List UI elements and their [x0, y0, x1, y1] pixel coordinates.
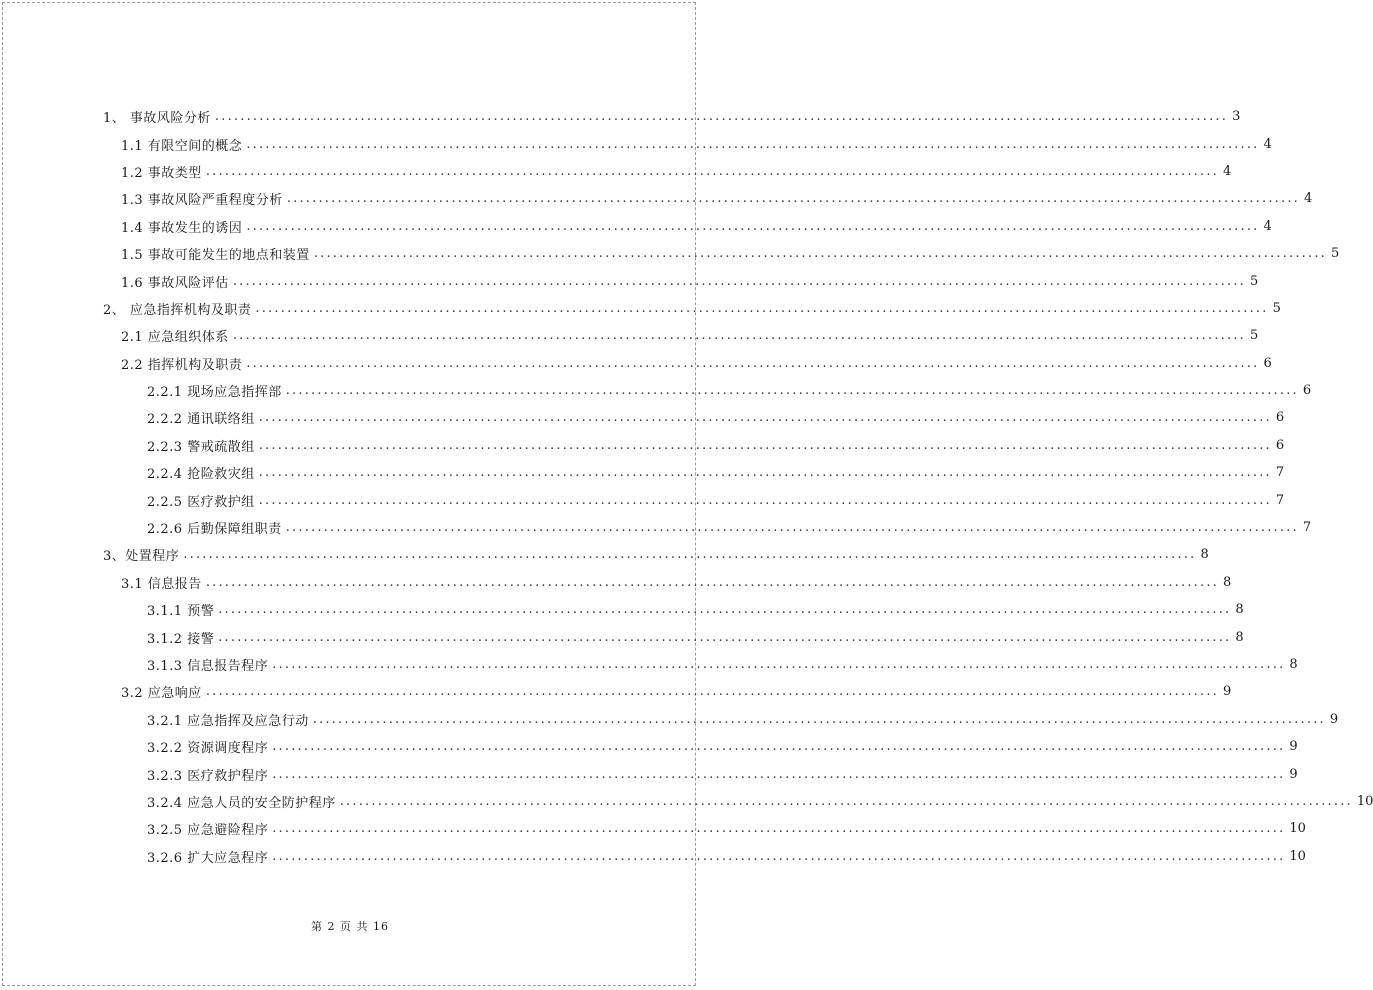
toc-entry-page-number: 6 — [1275, 410, 1285, 426]
toc-entry-page-number: 6 — [1302, 383, 1312, 399]
toc-entry-title: 3.1 信息报告 — [121, 576, 202, 592]
toc-entry-title: 3、处置程序 — [103, 549, 180, 565]
toc-entry-page-number: 4 — [1222, 163, 1232, 179]
toc-dot-leader: ................................................................................................................................................................ — [183, 547, 1197, 563]
toc-entry[interactable] — [0, 843, 1306, 870]
toc-dot-leader: ................................................................................................................................................................ — [246, 218, 1260, 234]
toc-entry-page-number: 8 — [1222, 574, 1232, 590]
toc-dot-leader: ................................................................................................................................................................ — [285, 383, 1299, 399]
toc-entry-page-number: 5 — [1272, 300, 1281, 316]
toc-entry-page-number: 9 — [1289, 766, 1298, 782]
toc-entry-title: 3.2.1 应急指挥及应急行动 — [147, 713, 309, 729]
toc-entry-page-number: 9 — [1289, 739, 1298, 755]
toc-dot-leader: ................................................................................................................................................................ — [214, 109, 1229, 125]
toc-dot-leader: ................................................................................................................................................................ — [339, 793, 1353, 809]
toc-entry-page-number: 4 — [1263, 136, 1272, 152]
toc-entry[interactable] — [0, 733, 1298, 760]
toc-entry-title: 3.1.3 信息报告程序 — [147, 659, 269, 674]
toc-entry-page-number: 10 — [1356, 793, 1373, 809]
toc-entry-title: 1.2 事故类型 — [121, 165, 202, 181]
toc-dot-leader: ................................................................................................................................................................ — [272, 821, 1286, 837]
toc-dot-leader: ................................................................................................................................................................ — [313, 246, 1327, 262]
toc-entry[interactable] — [0, 130, 1272, 157]
toc-entry[interactable] — [0, 404, 1285, 431]
toc-entry-page-number: 8 — [1235, 602, 1244, 618]
toc-dot-leader: ................................................................................................................................................................ — [258, 410, 1272, 426]
toc-entry-page-number: 9 — [1329, 711, 1339, 727]
toc-dot-leader: ................................................................................................................................................................ — [272, 848, 1286, 864]
toc-entry[interactable] — [0, 651, 1298, 678]
toc-entry[interactable] — [0, 486, 1285, 513]
toc-entry-title: 1.1 有限空间的概念 — [121, 138, 243, 154]
toc-entry-page-number: 5 — [1249, 273, 1259, 289]
toc-entry-page-number: 7 — [1275, 465, 1285, 481]
toc-entry[interactable] — [0, 240, 1340, 267]
toc-entry[interactable] — [0, 432, 1285, 459]
toc-entry-page-number: 5 — [1249, 328, 1259, 344]
toc-entry-title: 3.2.4 应急人员的安全防护程序 — [147, 795, 336, 811]
toc-entry-title: 3.2.6 扩大应急程序 — [147, 850, 269, 866]
toc-dot-leader: ................................................................................................................................................................ — [246, 355, 1260, 371]
toc-entry[interactable] — [0, 350, 1272, 377]
toc-dot-leader: ................................................................................................................................................................ — [272, 766, 1286, 782]
toc-entry-title: 2.2.1 现场应急指挥部 — [147, 385, 282, 401]
toc-entry-page-number: 4 — [1303, 191, 1313, 207]
toc-entry[interactable] — [0, 295, 1281, 322]
toc-dot-leader: ................................................................................................................................................................ — [232, 328, 1246, 344]
toc-entry-title: 3.2.5 应急避险程序 — [147, 823, 269, 839]
toc-entry-title: 2.2.6 后勤保障组职责 — [147, 522, 282, 538]
toc-dot-leader: ................................................................................................................................................................ — [205, 684, 1219, 700]
toc-entry[interactable] — [0, 377, 1312, 404]
toc-entry-title: 2.2.3 警戒疏散组 — [147, 439, 255, 455]
toc-entry[interactable] — [0, 596, 1244, 623]
toc-dot-leader: ................................................................................................................................................................ — [205, 574, 1219, 590]
toc-entry[interactable] — [0, 213, 1272, 240]
toc-entry-title: 1.5 事故可能发生的地点和装置 — [121, 248, 310, 264]
toc-dot-leader: ................................................................................................................................................................ — [258, 437, 1272, 453]
toc-entry-page-number: 8 — [1289, 657, 1298, 672]
toc-entry-title: 2.2 指挥机构及职责 — [121, 357, 243, 373]
toc-entry-title: 3.2.3 医疗救护程序 — [147, 768, 269, 784]
toc-entry[interactable] — [0, 103, 1241, 130]
toc-entry[interactable] — [0, 322, 1259, 349]
toc-entry[interactable] — [0, 541, 1209, 568]
toc-entry-title: 1.6 事故风险评估 — [121, 275, 229, 291]
toc-entry-page-number: 4 — [1263, 218, 1272, 234]
toc-entry-page-number: 7 — [1302, 520, 1312, 536]
toc-dot-leader: ................................................................................................................................................................ — [272, 739, 1286, 755]
toc-entry[interactable] — [0, 706, 1339, 733]
toc-entry-title: 1、 事故风险分析 — [103, 111, 211, 127]
toc-entry-title: 3.2.2 资源调度程序 — [147, 741, 269, 757]
toc-entry[interactable] — [0, 678, 1232, 705]
toc-entry-title: 3.1.1 预警 — [147, 604, 215, 620]
toc-entry[interactable] — [0, 760, 1298, 787]
toc-entry[interactable] — [0, 815, 1306, 842]
toc-entry-page-number: 9 — [1222, 684, 1232, 700]
toc-entry-page-number: 8 — [1235, 629, 1244, 645]
toc-entry[interactable] — [0, 569, 1232, 596]
toc-entry-page-number: 8 — [1200, 547, 1209, 563]
toc-entry-title: 2.1 应急组织体系 — [121, 330, 229, 346]
toc-entry-title: 1.3 事故风险严重程度分析 — [121, 193, 283, 209]
toc-entry-title: 2.2.4 抢险救灾组 — [147, 467, 255, 483]
toc-entry-page-number: 10 — [1289, 848, 1306, 864]
toc-entry-title: 2.2.2 通讯联络组 — [147, 412, 255, 428]
toc-entry[interactable] — [0, 514, 1312, 541]
toc-dot-leader: ................................................................................................................................................................ — [246, 136, 1260, 152]
toc-entry[interactable] — [0, 459, 1285, 486]
toc-entry-title: 1.4 事故发生的诱因 — [121, 220, 243, 236]
toc-entry-title: 2.2.5 医疗救护组 — [147, 494, 255, 510]
toc-dot-leader: ................................................................................................................................................................ — [205, 163, 1219, 179]
toc-entry-title: 3.2 应急响应 — [121, 686, 202, 702]
toc-entry-title: 2、 应急指挥机构及职责 — [103, 302, 252, 318]
toc-dot-leader: ................................................................................................................................................................ — [218, 629, 1232, 645]
toc-entry-title: 3.1.2 接警 — [147, 631, 215, 647]
toc-dot-leader: ................................................................................................................................................................ — [232, 273, 1246, 289]
toc-entry-page-number: 3 — [1232, 109, 1241, 125]
toc-dot-leader: ................................................................................................................................................................ — [255, 300, 1269, 316]
toc-dot-leader: ................................................................................................................................................................ — [258, 492, 1272, 508]
table-of-contents — [0, 103, 1373, 870]
toc-dot-leader: ................................................................................................................................................................ — [285, 520, 1299, 536]
toc-dot-leader: ................................................................................................................................................................ — [286, 191, 1300, 207]
toc-entry[interactable] — [0, 185, 1313, 212]
toc-entry[interactable] — [0, 623, 1244, 650]
toc-dot-leader: ................................................................................................................................................................ — [272, 657, 1286, 672]
toc-dot-leader: ................................................................................................................................................................ — [258, 465, 1272, 481]
toc-entry[interactable] — [0, 158, 1232, 185]
toc-entry-page-number: 7 — [1275, 492, 1285, 508]
toc-entry-page-number: 5 — [1330, 246, 1340, 262]
toc-dot-leader: ................................................................................................................................................................ — [218, 602, 1232, 618]
toc-entry-page-number: 10 — [1289, 821, 1306, 837]
toc-entry-page-number: 6 — [1263, 355, 1272, 371]
toc-entry-page-number: 6 — [1275, 437, 1285, 453]
toc-entry[interactable] — [0, 267, 1259, 294]
page-footer: 第 2 页 共 16 — [311, 920, 389, 933]
toc-entry[interactable] — [0, 788, 1373, 815]
toc-dot-leader: ................................................................................................................................................................ — [312, 711, 1326, 727]
